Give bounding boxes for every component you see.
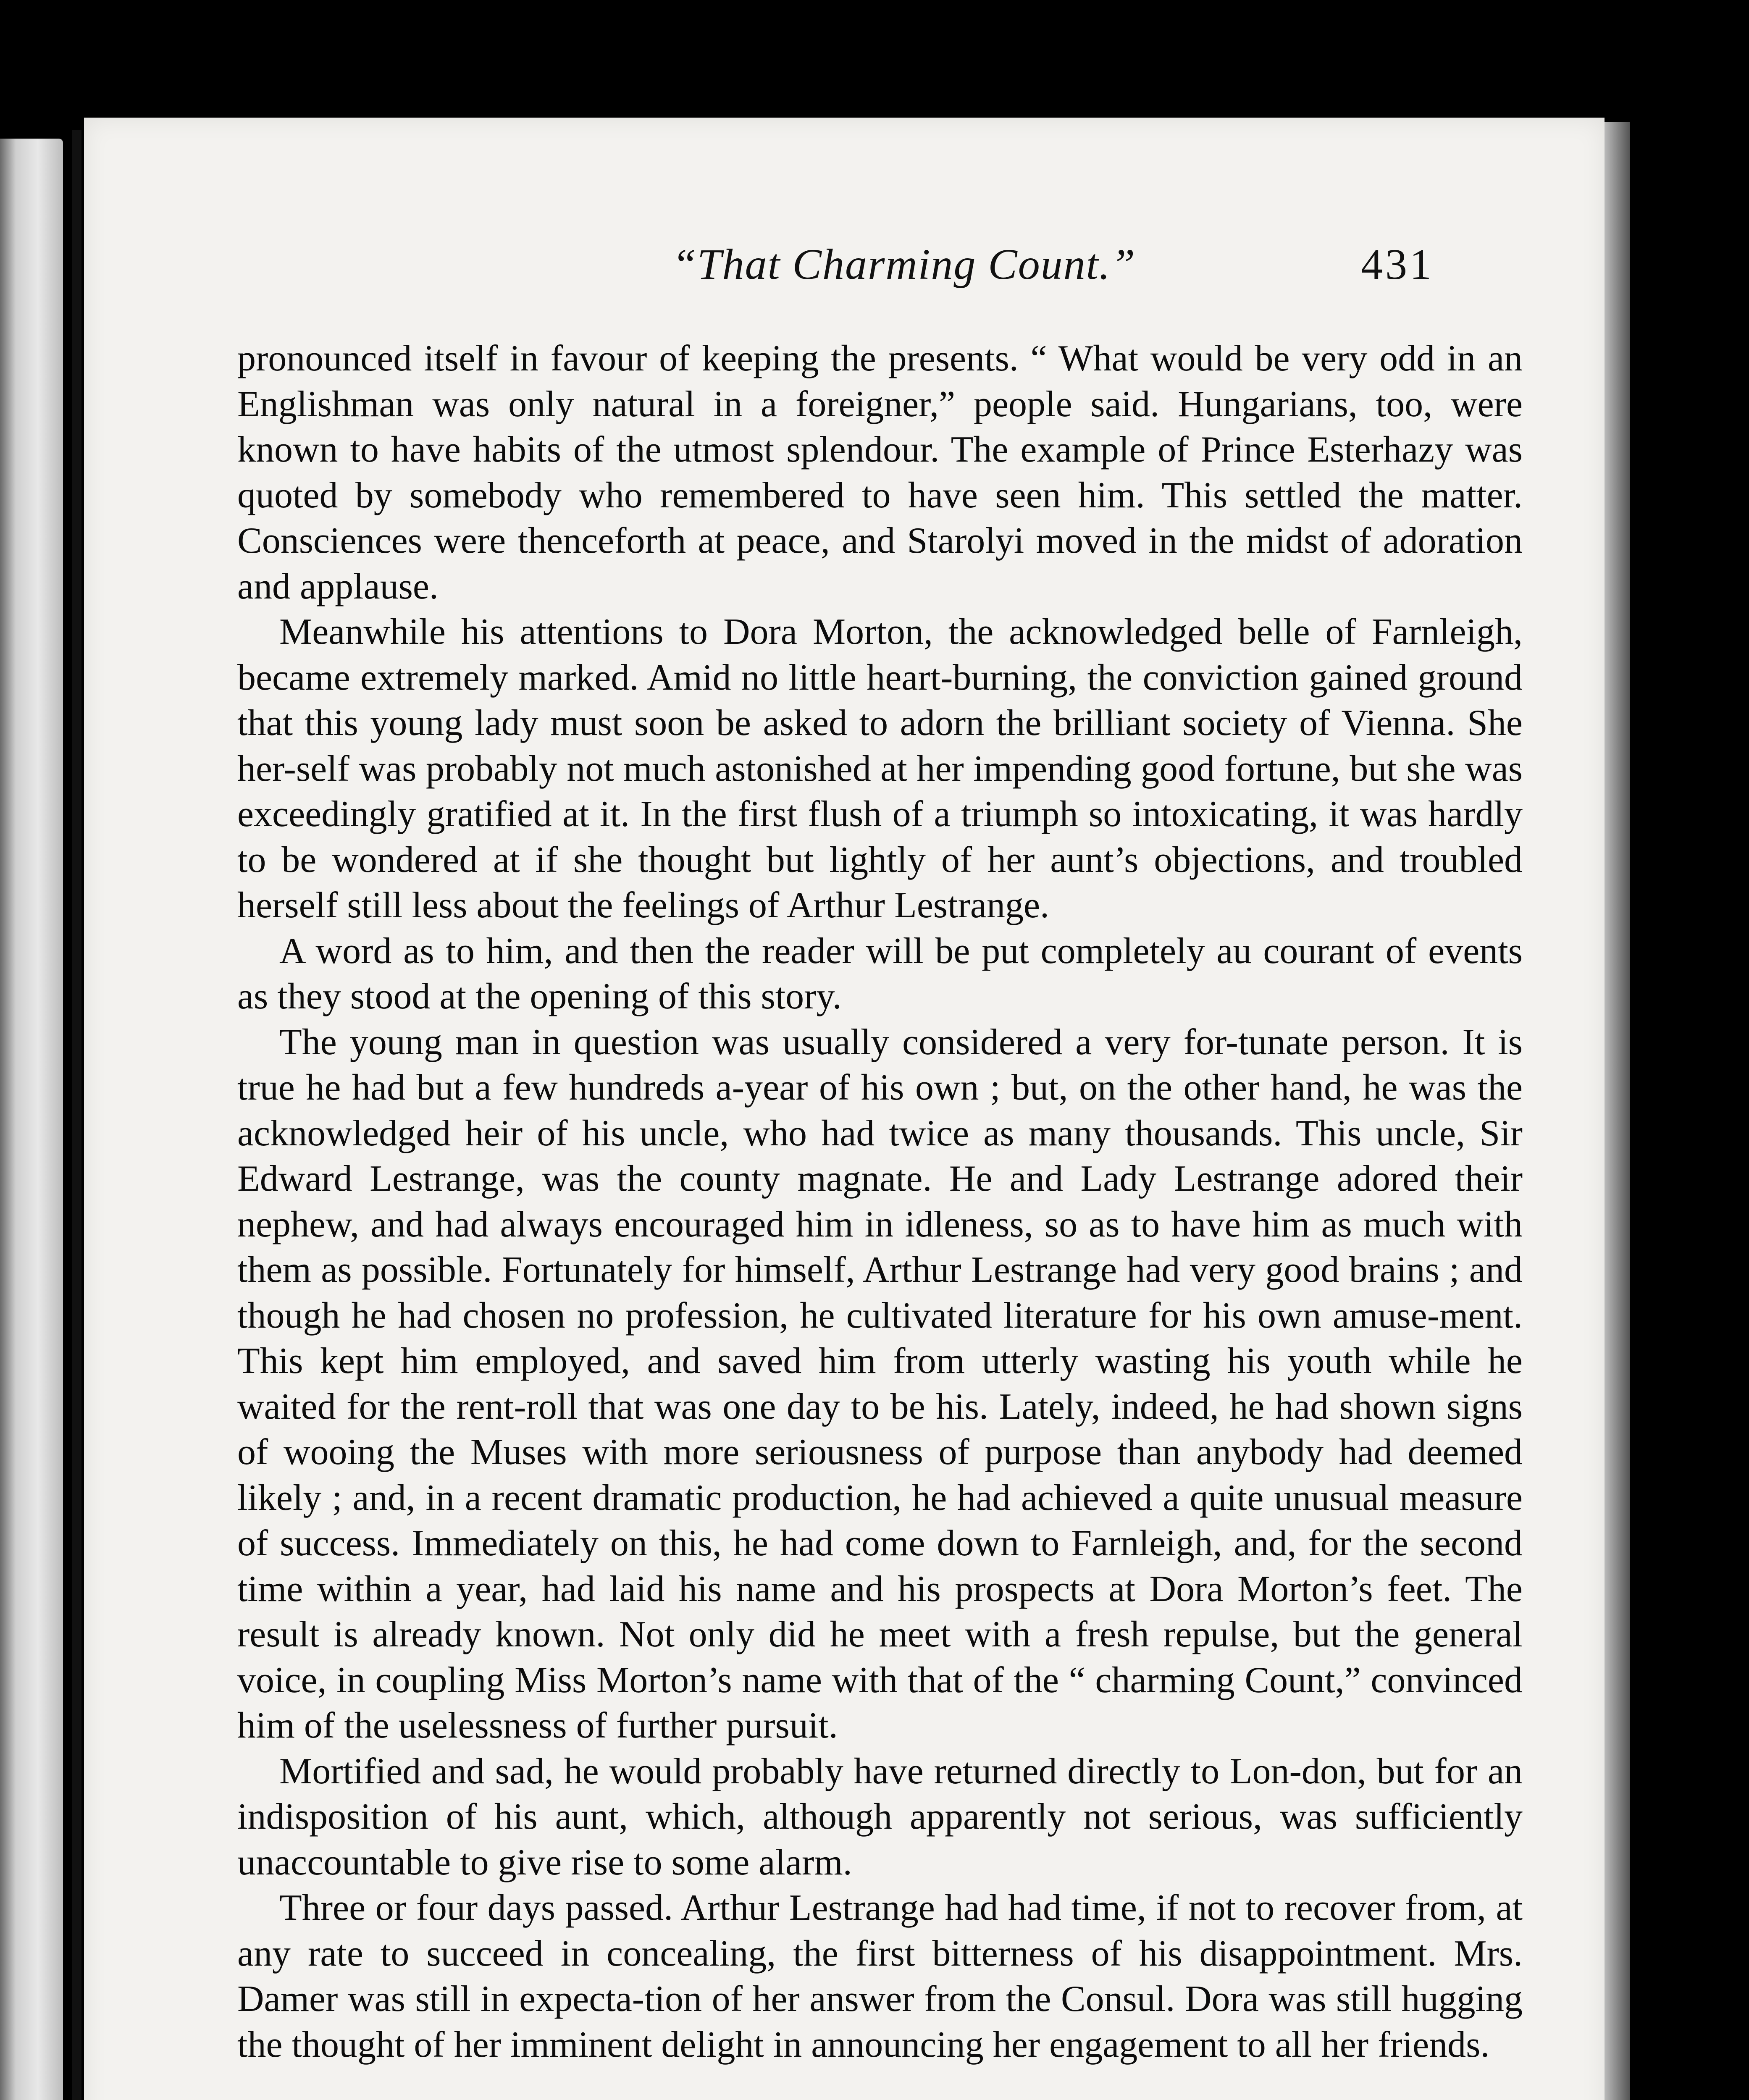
running-head (84, 239, 1605, 302)
paragraph: A word as to him, and then the reader will be put completely au courant of events as they stood at the opening of this story. (237, 930, 1523, 1017)
paragraph: pronounced itself in favour of keeping the presents. “ What would be very odd in an Englishman was only natural in a foreigner,” people said. Hungarians, too, were known to have habits of the utmost splendour. The example of Prince Esterhazy was quoted by somebody who remembered to have seen him. This settled the matter. Consciences were thenceforth at peace, and Starolyi moved in the midst of adoration and applause. (237, 338, 1523, 607)
running-title: “That Charming Count.” (672, 240, 1136, 289)
paragraph: Mortified and sad, he would probably have returned directly to Lon-don, but for an indisposition of his aunt, which, although apparently not serious, was sufficiently unaccountable to give rise to some alarm. (237, 1751, 1523, 1883)
page-edge-right (1605, 122, 1630, 2100)
book-page (84, 118, 1605, 2100)
paragraph: Meanwhile his attentions to Dora Morton, the acknowledged belle of Farnleigh, became extremely marked. Amid no little heart-burning, the conviction gained ground that this young lady must soon be asked to adorn the brilliant society of Vienna. She her-self was probably not much astonished at her impending good fortune, but she was exceedingly gratified at it. In the first flush of a triumph so intoxicating, it was hardly to be wondered at if she thought but lightly of her aunt’s objections, and troubled herself still less about the feelings of Arthur Lestrange. (237, 612, 1523, 926)
facing-page-edge (0, 139, 63, 2100)
paragraph: Three or four days passed. Arthur Lestrange had had time, if not to recover from, at any rate to succeed in concealing, the first bitterness of his disappointment. Mrs. Damer was still in expecta-tion of her answer from the Consul. Dora was still hugging the thought of her imminent delight in announcing her engagement to all her friends. (237, 1887, 1523, 2065)
page-number: 431 (1361, 240, 1434, 289)
paragraph: The young man in question was usually considered a very for-tunate person. It is true he had but a few hundreds a-year of his own ; but, on the other hand, he was the acknowledged heir of his uncle, who had twice as many thousands. This uncle, Sir Edward Lestrange, was the county magnate. He and Lady Lestrange adored their nephew, and had always encouraged him in idleness, so as to have him as much with them as possible. Fortunately for himself, Arthur Lestrange had very good brains ; and though he had chosen no profession, he cultivated literature for his own amuse-ment. This kept him employed, and saved him from utterly wasting his youth while he waited for the rent-roll that was one day to be his. Lately, indeed, he had shown signs of wooing the Muses with more seriousness of purpose than anybody had deemed likely ; and, in a recent dramatic production, he had achieved a quite unusual measure of success. Immediately on this, he had come down to Farnleigh, and, for the second time within a year, had laid his name and his prospects at Dora Morton’s feet. The result is already known. Not only did he meet with a fresh repulse, but the general voice, in coupling Miss Morton’s name with that of the “ charming Count,” convinced him of the uselessness of further pursuit. (237, 1021, 1523, 1746)
book-spine-shadow (72, 130, 81, 2100)
body-text (237, 336, 1523, 2068)
